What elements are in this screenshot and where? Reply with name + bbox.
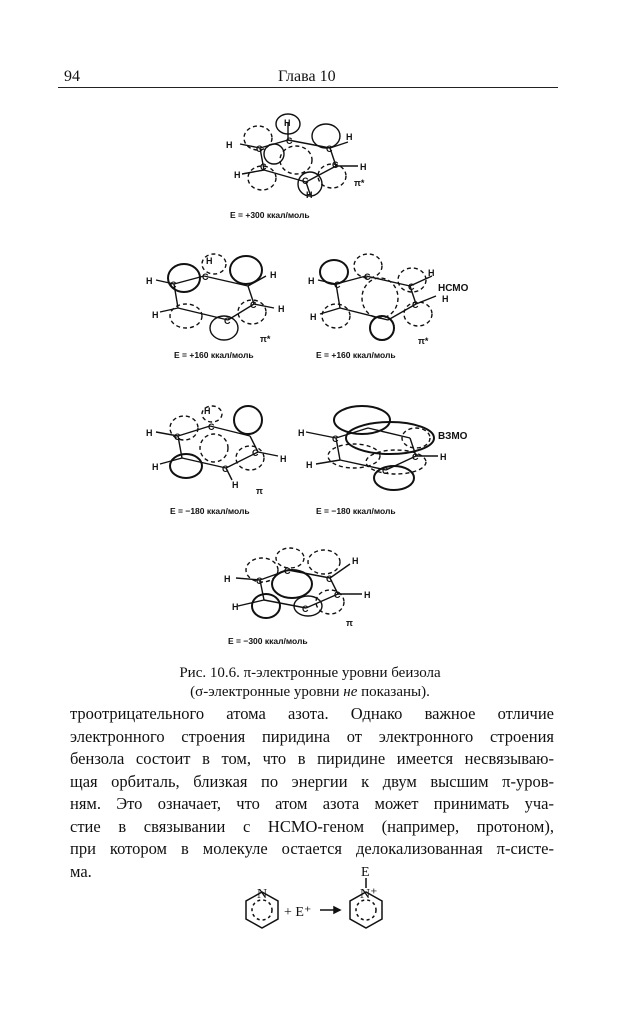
svg-text:H: H	[440, 452, 447, 462]
orbital-diagram-pi-bottom	[218, 540, 378, 646]
svg-text:H: H	[224, 574, 231, 584]
svg-text:C: C	[382, 466, 389, 476]
svg-text:C: C	[208, 422, 215, 432]
reaction-equation	[230, 866, 430, 946]
svg-text:C: C	[408, 282, 415, 292]
svg-text:H: H	[152, 310, 159, 320]
svg-text:H: H	[310, 312, 317, 322]
plus-e-label: + E⁺	[284, 905, 312, 920]
caption-line-1: Рис. 10.6. π-электронные уровни беизола	[179, 665, 441, 681]
orbital-diagram-pi-star-left	[140, 250, 300, 360]
svg-text:H: H	[226, 140, 233, 150]
orbital-diagram-pi-left	[140, 400, 300, 516]
svg-text:H: H	[232, 602, 239, 612]
figure-caption	[100, 664, 520, 702]
svg-text:C: C	[222, 464, 229, 474]
svg-text:C: C	[256, 576, 263, 586]
svg-text:C: C	[412, 452, 419, 462]
hcmo-tag: НСМО	[438, 283, 469, 294]
svg-text:H: H	[280, 454, 287, 464]
svg-text:C: C	[174, 432, 181, 442]
svg-text:C: C	[326, 144, 333, 154]
svg-text:H: H	[270, 270, 277, 280]
svg-text:C: C	[302, 176, 309, 186]
text-line: ням. Это означает, что атом азота может принимать уча-	[70, 794, 554, 813]
text-line: электронного строения пиридина от электронного строения	[70, 726, 554, 746]
svg-text:C: C	[332, 434, 339, 444]
text-line: ма.	[70, 861, 92, 881]
svg-text:π*: π*	[260, 334, 271, 344]
svg-text:H: H	[206, 256, 213, 266]
svg-text:H: H	[278, 304, 285, 314]
caption-line-2: (σ-электронные уровни не показаны).	[190, 684, 430, 700]
energy-label: E = +160 ккал/моль	[174, 350, 254, 360]
svg-text:π: π	[346, 618, 353, 628]
bzmo-tag: ВЗМО	[438, 431, 468, 442]
orbital-diagram-pi-right	[298, 398, 478, 516]
svg-text:C: C	[364, 272, 371, 282]
svg-text:C: C	[326, 574, 333, 584]
svg-text:H: H	[146, 276, 153, 286]
body-paragraph	[70, 703, 554, 883]
svg-text:C: C	[250, 300, 257, 310]
n-label: N	[257, 887, 268, 902]
svg-text:H: H	[306, 460, 313, 470]
svg-text:C: C	[412, 300, 419, 310]
orbital-diagram-pi-star-right	[298, 250, 478, 360]
svg-text:H: H	[308, 276, 315, 286]
chapter-title: Глава 10	[278, 68, 336, 85]
energy-label: E = −300 ккал/моль	[228, 636, 308, 646]
svg-text:C: C	[170, 280, 177, 290]
svg-text:H: H	[364, 590, 371, 600]
text-line: стие в связывании с НСМО-геном (например, протоном),	[70, 816, 554, 836]
svg-text:C: C	[252, 448, 259, 458]
svg-text:C: C	[334, 280, 341, 290]
page-number: 94	[64, 68, 80, 85]
svg-text:H: H	[146, 428, 153, 438]
text-line: при котором в молекуле остается делокализованная π-систе-	[70, 839, 554, 858]
energy-label: E = −180 ккал/моль	[316, 506, 396, 516]
svg-text:C: C	[224, 316, 231, 326]
n-plus-label: N⁺	[360, 887, 378, 902]
energy-label: E = +160 ккал/моль	[316, 350, 396, 360]
svg-text:π*: π*	[354, 178, 365, 188]
svg-text:C: C	[284, 566, 291, 576]
svg-text:π*: π*	[418, 336, 429, 346]
e-label: E	[361, 866, 370, 880]
svg-text:H: H	[346, 132, 353, 142]
header-rule	[58, 87, 558, 88]
svg-text:H: H	[298, 428, 305, 438]
page-header	[58, 64, 558, 86]
svg-text:H: H	[284, 118, 291, 128]
svg-text:H: H	[360, 162, 367, 172]
svg-text:H: H	[306, 190, 313, 200]
svg-text:C: C	[202, 272, 209, 282]
svg-text:H: H	[152, 462, 159, 472]
svg-text:H: H	[204, 406, 211, 416]
svg-text:H: H	[234, 170, 241, 180]
svg-text:C: C	[332, 160, 339, 170]
text-line: щая орбиталь, близкая по энергии к двум высшим π-уров-	[70, 771, 554, 791]
energy-label: E = +300 ккал/моль	[230, 210, 310, 220]
svg-text:C: C	[334, 590, 341, 600]
svg-text:C: C	[260, 162, 267, 172]
svg-text:H: H	[232, 480, 239, 490]
svg-text:C: C	[302, 604, 309, 614]
svg-text:H: H	[352, 556, 359, 566]
text-line: бензола состоит в том, что в пиридине имеется несвязываю-	[70, 749, 554, 768]
energy-label: E = −180 ккал/моль	[170, 506, 250, 516]
svg-text:C: C	[256, 144, 263, 154]
svg-text:H: H	[442, 294, 449, 304]
orbital-diagram-pi-star-top	[218, 104, 378, 220]
svg-text:C: C	[286, 136, 293, 146]
text-line: троотрицательного атома азота. Однако важное отличие	[70, 704, 554, 723]
svg-text:H: H	[428, 268, 435, 278]
svg-text:π: π	[256, 486, 263, 496]
